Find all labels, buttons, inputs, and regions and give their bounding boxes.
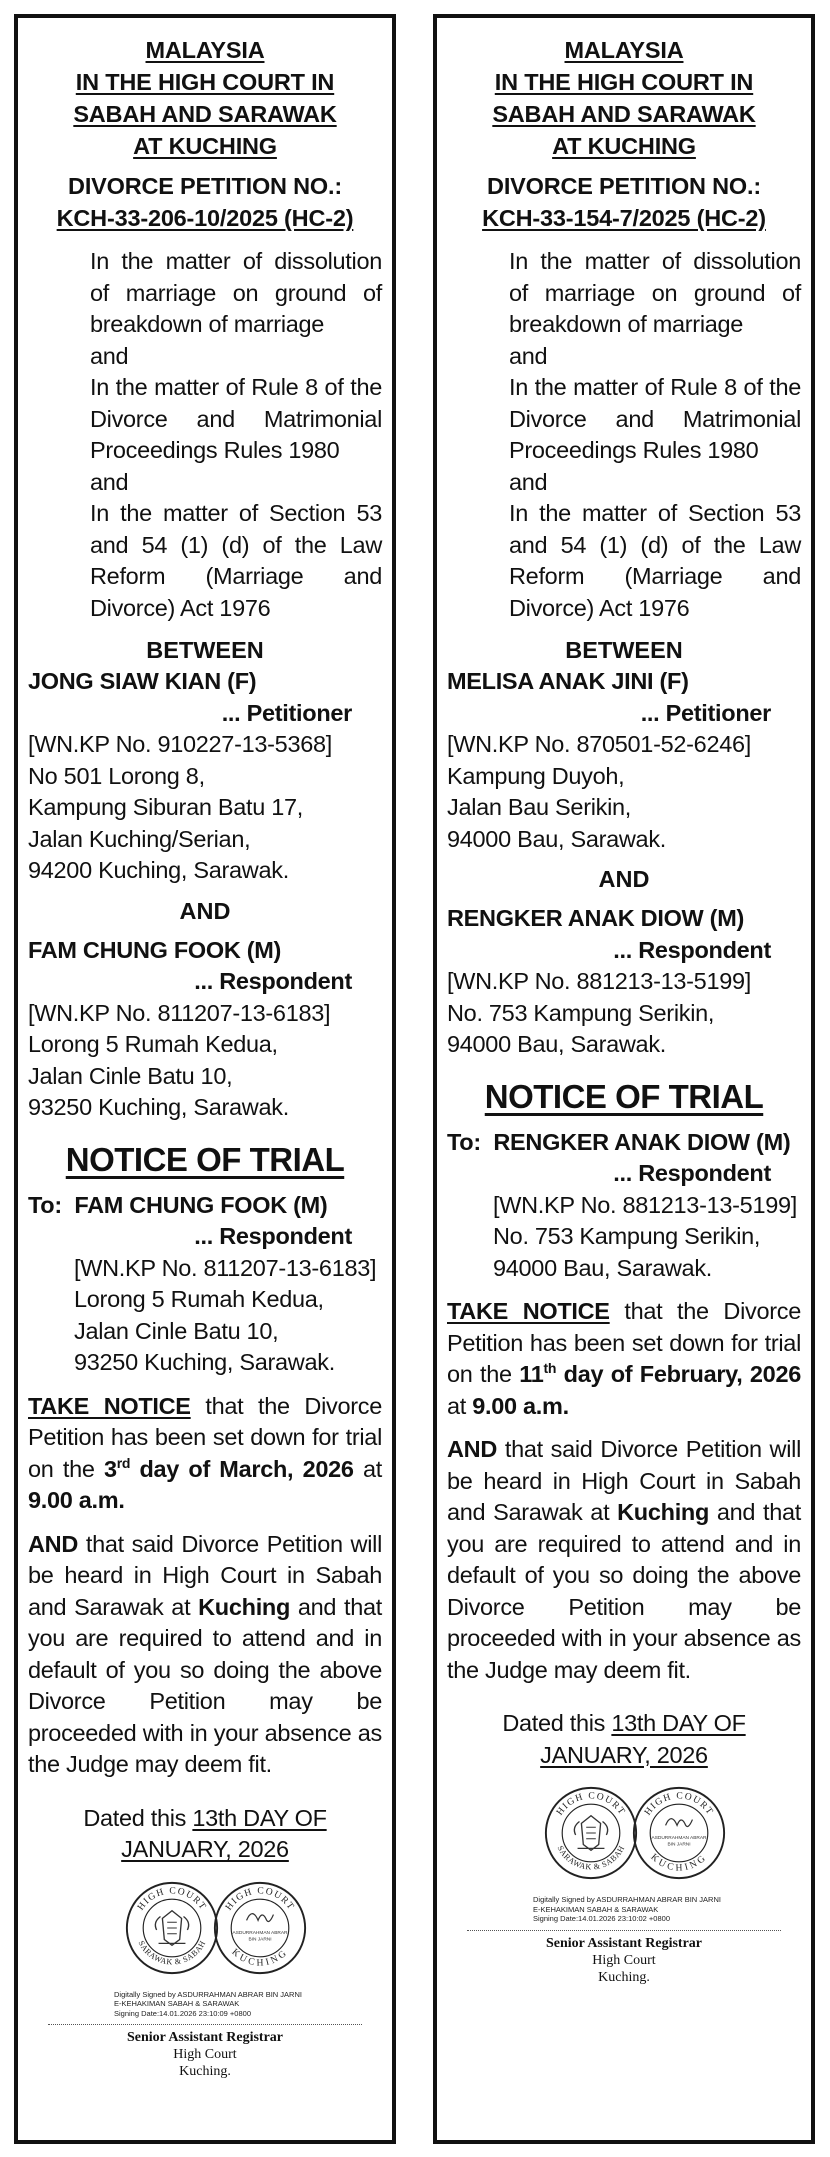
to-role: ... Respondent (194, 1223, 352, 1249)
respondent-block (447, 903, 801, 1061)
to-ic: [WN.KP No. 811207-13-6183] (74, 1254, 377, 1281)
matter-and: and (90, 468, 129, 495)
petitioner-role: ... Petitioner (640, 699, 771, 726)
address-line: 93250 Kuching, Sarawak. (74, 1349, 335, 1375)
address-line: Jalan Kuching/Serian, (28, 825, 251, 852)
address-line: Lorong 5 Rumah Kedua, (74, 1286, 324, 1312)
registrar-court: High Court (173, 2047, 237, 2062)
svg-text:HIGH COURT: HIGH COURT (554, 1790, 628, 1818)
respondent-name: FAM CHUNG FOOK (M) (28, 936, 282, 963)
matter-clause: In the matter of dissolution of marriage on ground of breakdown of marriage (90, 248, 382, 337)
to-ic: [WN.KP No. 881213-13-5199] (493, 1191, 797, 1218)
country-heading: MALAYSIA (564, 37, 684, 63)
registrar-block (28, 2029, 382, 2080)
matter-clauses (90, 246, 382, 624)
high-court-seal-icon (543, 1785, 639, 1881)
registrar-location: Kuching. (179, 2064, 231, 2079)
court-heading: IN THE HIGH COURT IN SABAH AND SARAWAK AT KUCHING (73, 69, 337, 159)
address-line: Jalan Cinle Batu 10, (28, 1062, 233, 1089)
address-line: No. 753 Kampung Serikin, (447, 999, 715, 1026)
matter-clause: In the matter of Section 53 and 54 (1) (d) of the Law Reform (Marriage and Divorce) Act 1976 (90, 500, 382, 621)
matter-clause: In the matter of Rule 8 of the Divorce and Matrimonial Proceedings Rules 1980 (509, 374, 801, 463)
dated-line: Dated this 13th DAY OF JANUARY, 2026 (83, 1804, 327, 1862)
address-line: No 501 Lorong 8, (28, 762, 205, 789)
address-line: No. 753 Kampung Serikin, (493, 1223, 761, 1249)
to-address (447, 1221, 801, 1284)
respondent-ic: [WN.KP No. 881213-13-5199] (447, 968, 751, 994)
petitioner-name: JONG SIAW KIAN (F) (28, 668, 257, 694)
matter-clauses (509, 246, 801, 624)
svg-text:BIN JARNI: BIN JARNI (667, 1842, 691, 1848)
to-address (28, 1284, 382, 1379)
petitioner-address (28, 761, 382, 887)
to-line: To: FAM CHUNG FOOK (M) (28, 1191, 328, 1218)
court-seals (28, 1880, 382, 1990)
address-line: 94000 Bau, Sarawak. (447, 1031, 667, 1057)
svg-text:HIGH COURT: HIGH COURT (642, 1790, 716, 1818)
court-heading: IN THE HIGH COURT IN SABAH AND SARAWAK AT KUCHING (492, 69, 756, 159)
registrar-title: Senior Assistant Registrar (545, 1935, 703, 1951)
between-label: BETWEEN (146, 637, 264, 663)
respondent-role: ... Respondent (613, 936, 771, 963)
address-line: 94200 Kuching, Sarawak. (28, 857, 289, 883)
notice-of-trial-title: NOTICE OF TRIAL (484, 1077, 764, 1115)
take-notice-paragraph: TAKE NOTICE that the Divorce Petition has been set down for trial on the 11th day of February, 2026 at 9.00 a.m. (447, 1298, 801, 1419)
registrar-location: Kuching. (598, 1969, 650, 1985)
take-notice-paragraph: TAKE NOTICE that the Divorce Petition has been set down for trial on the 3rd day of March, 2026 at 9.00 a.m. (28, 1392, 382, 1513)
respondent-name: RENGKER ANAK DIOW (M) (447, 905, 744, 931)
between-label: BETWEEN (565, 637, 683, 663)
address-line: 94000 Bau, Sarawak. (447, 825, 667, 852)
signature-line (467, 1930, 781, 1931)
address-line: Kampung Siburan Batu 17, (28, 794, 303, 820)
notice-kch-33-206 (14, 14, 396, 2144)
respondent-role: ... Respondent (194, 968, 352, 994)
notice-of-trial-title: NOTICE OF TRIAL (65, 1140, 345, 1178)
matter-and: and (90, 342, 129, 369)
address-line: Jalan Bau Serikin, (447, 794, 632, 820)
kuching-seal-icon (212, 1880, 308, 1976)
address-line: Kampung Duyoh, (447, 762, 625, 789)
to-line: To: RENGKER ANAK DIOW (M) (447, 1128, 791, 1155)
high-court-seal-icon (124, 1880, 220, 1976)
matter-and: and (509, 468, 548, 495)
petition-number: DIVORCE PETITION NO.: KCH-33-206-10/2025 (HC-2) (56, 173, 354, 231)
svg-text:KUCHING: KUCHING (648, 1851, 710, 1874)
registrar-block (447, 1935, 801, 1986)
notice-kch-33-154 (433, 14, 815, 2144)
digital-signature: Digitally Signed by ASDURRAHMAN ABRAR BIN JARNI E-KEHAKIMAN SABAH & SARAWAK Signing Date:14.01.2026 23:10:02 +0800 (533, 1895, 721, 1923)
address-line: 93250 Kuching, Sarawak. (28, 1094, 289, 1120)
svg-text:ASDURRAHMAN ABRAR: ASDURRAHMAN ABRAR (651, 1835, 707, 1841)
court-seals (447, 1785, 801, 1895)
svg-text:KUCHING: KUCHING (229, 1946, 291, 1969)
dated-line: Dated this 13th DAY OF JANUARY, 2026 (502, 1710, 746, 1768)
digital-signature: Digitally Signed by ASDURRAHMAN ABRAR BIN JARNI E-KEHAKIMAN SABAH & SARAWAK Signing Date:14.01.2026 23:10:09 +0800 (114, 1989, 302, 2018)
country-heading: MALAYSIA (145, 37, 265, 63)
kuching-seal-icon (631, 1785, 727, 1881)
signature-line (48, 2024, 362, 2025)
petition-number: DIVORCE PETITION NO.: KCH-33-154-7/2025 (HC-2) (482, 173, 766, 231)
address-line: Jalan Cinle Batu 10, (74, 1317, 279, 1344)
petitioner-block (28, 666, 382, 887)
petitioner-name: MELISA ANAK JINI (F) (447, 668, 689, 694)
and-paragraph: AND that said Divorce Petition will be heard in High Court in Sabah and Sarawak at Kuching and that you are required to attend and in default of you so doing the above Divorce Petition may be proceeded with in your absence as the Judge may deem fit. (28, 1530, 383, 1777)
svg-text:ASDURRAHMAN ABRAR: ASDURRAHMAN ABRAR (232, 1930, 288, 1936)
matter-and: and (509, 342, 548, 369)
svg-text:BIN JARNI: BIN JARNI (248, 1936, 272, 1942)
matter-clause: In the matter of dissolution of marriage on ground of breakdown of marriage (509, 248, 801, 337)
to-role: ... Respondent (613, 1160, 771, 1186)
address-line: 94000 Bau, Sarawak. (493, 1254, 713, 1281)
and-paragraph: AND that said Divorce Petition will be heard in High Court in Sabah and Sarawak at Kuching and that you are required to attend and in default of you so doing the above Divorce Petition may be proceeded with in your absence as the Judge may deem fit. (447, 1436, 802, 1683)
petitioner-address (447, 761, 801, 856)
and-label: AND (598, 866, 650, 892)
svg-text:SARAWAK & SABAH: SARAWAK & SABAH (555, 1844, 627, 1872)
and-label: AND (179, 897, 231, 924)
registrar-title: Senior Assistant Registrar (126, 2030, 284, 2045)
to-block (28, 1190, 382, 1379)
registrar-court: High Court (592, 1952, 656, 1968)
svg-text:HIGH COURT: HIGH COURT (135, 1884, 209, 1913)
respondent-ic: [WN.KP No. 811207-13-6183] (28, 999, 331, 1026)
address-line: Lorong 5 Rumah Kedua, (28, 1031, 278, 1057)
petitioner-ic: [WN.KP No. 870501-52-6246] (447, 731, 751, 757)
petitioner-block (447, 666, 801, 855)
svg-text:HIGH COURT: HIGH COURT (223, 1884, 297, 1913)
respondent-block (28, 935, 382, 1124)
respondent-address (447, 998, 801, 1061)
petitioner-ic: [WN.KP No. 910227-13-5368] (28, 731, 332, 757)
matter-clause: In the matter of Rule 8 of the Divorce and Matrimonial Proceedings Rules 1980 (90, 374, 382, 463)
respondent-address (28, 1029, 382, 1124)
petitioner-role: ... Petitioner (221, 699, 352, 726)
matter-clause: In the matter of Section 53 and 54 (1) (d) of the Law Reform (Marriage and Divorce) Act 1976 (509, 500, 801, 621)
to-block (447, 1127, 801, 1285)
svg-text:SARAWAK & SABAH: SARAWAK & SABAH (136, 1938, 208, 1967)
